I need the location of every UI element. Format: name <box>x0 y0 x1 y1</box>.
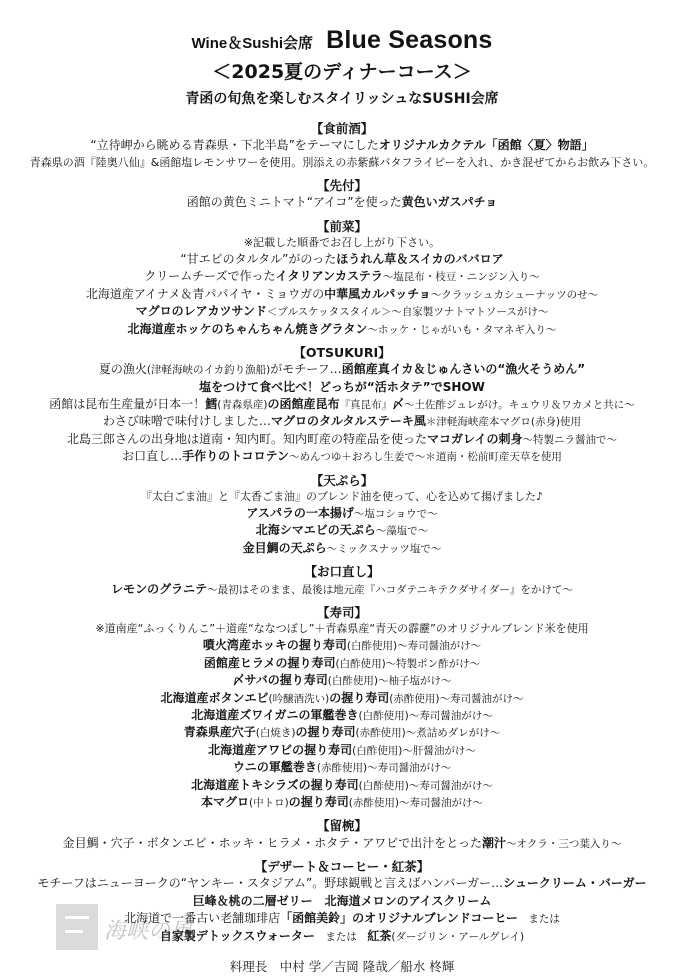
dish-name: 青森県産穴子 <box>183 725 256 740</box>
menu-item-line <box>0 637 684 654</box>
menu-section <box>0 177 684 212</box>
menu-item-line <box>0 777 684 794</box>
menu-item-line <box>0 759 684 776</box>
dish-detail: (白酢使用)～寿司醤油がけ～ <box>358 779 493 792</box>
menu-text: 北島三郎さんの出身地は道南・知内町。知内町産の特産品を使った <box>67 431 428 446</box>
dish-detail: ～塩コショウで～ <box>353 508 438 521</box>
dish-detail: (吟醸酒洗い) <box>268 692 330 705</box>
menu-text: 北海道で一番古い老舗珈琲店 <box>124 911 281 926</box>
section-heading: 【前菜】 <box>316 218 367 234</box>
chef-credits: 料理長 中村 学／吉岡 隆哉／船水 柊輝 <box>229 959 455 975</box>
menu-section <box>0 817 684 852</box>
menu-item-line <box>0 742 684 759</box>
menu-item-line <box>0 910 684 927</box>
menu-item-line <box>0 413 684 430</box>
dish-name: 〆 <box>391 397 404 412</box>
menu-title <box>0 23 684 57</box>
dish-detail: 『真昆布』 <box>339 399 392 412</box>
menu-text: “立待岬から眺める青森県・下北半島”をテーマにした <box>90 138 379 153</box>
dish-detail: ～土佐酢ジュレがけ。キュウリ＆ワカメと共に～ <box>403 399 635 412</box>
dish-detail: (白酢使用)～特製ポン酢がけ～ <box>335 657 481 670</box>
menu-text: 青森県の酒『陸奥八仙』&函館塩レモンサワーを使用。別添えの赤紫蘇バタフライピーを入れ、かき混ぜてからお飲み下さい。 <box>29 155 655 169</box>
section-heading: 【寿司】 <box>316 604 367 620</box>
dish-name: 巨峰＆桃の二層ゼリー 北海道メロンのアイスクリーム <box>192 893 492 908</box>
dish-name: 「函館美鈴」のオリジナルブレンドコーヒー <box>280 911 518 926</box>
note-line <box>0 621 684 637</box>
dish-name: イタリアンカステラ <box>275 269 383 284</box>
course-tagline: 青函の旬魚を楽しむスタイリッシュなSUSHI会席 <box>185 91 499 107</box>
dish-name: マグロのタルタルステーキ風 <box>270 414 426 429</box>
restaurant-brand-name: Blue Seasons <box>326 26 493 54</box>
dish-detail: ～クラッシュカシューナッツのせ～ <box>430 288 599 301</box>
menu-text: 函館の黄色ミニトマト“アイコ”を使った <box>186 195 402 210</box>
dish-name: 黄色いガスパチョ <box>401 195 498 210</box>
section-heading: 【先付】 <box>316 177 367 193</box>
menu-item-line <box>0 707 684 724</box>
dish-name: 潮汁 <box>482 835 507 850</box>
menu-item-line <box>0 794 684 811</box>
note-line <box>0 489 684 505</box>
menu-section <box>0 218 684 338</box>
menu-item-line <box>0 448 684 465</box>
dish-detail: (白酢使用)～寿司醤油がけ～ <box>346 640 482 653</box>
menu-item-line <box>0 540 684 557</box>
menu-item-line <box>0 137 684 154</box>
menu-text: 函館は昆布生産量が日本一！ <box>49 397 206 412</box>
dish-name: 中華風カルパッチョ <box>324 286 431 301</box>
dish-name: 北海道産トキシラズの握り寿司 <box>191 777 359 792</box>
menu-section <box>0 120 684 171</box>
menu-item-line <box>0 724 684 741</box>
dish-name: 北海道産ホッケのちゃんちゃん焼きグラタン <box>127 321 368 336</box>
dish-name: 北海道産ズワイガニの軍艦巻き <box>191 707 359 722</box>
menu-item-line <box>0 361 684 378</box>
dish-name: 北海道産ボタンエビ <box>160 690 269 705</box>
title-prefix: Wine＆Sushi会席 <box>191 35 314 52</box>
menu-text: ※記載した順番でお召し上がり下さい。 <box>243 235 441 249</box>
dish-detail: (ダージリン・アールグレイ) <box>391 930 525 943</box>
section-heading: 【天ぷら】 <box>310 472 374 488</box>
dish-detail: (白酢使用)～肝醤油がけ～ <box>352 744 476 757</box>
dish-detail: または <box>314 930 368 943</box>
menu-item-line <box>0 431 684 448</box>
dish-detail: (青森県産) <box>217 399 268 412</box>
dish-name: 北海道産アワビの握り寿司 <box>208 742 353 757</box>
menu-item-line <box>0 251 684 268</box>
menu-item-line <box>0 655 684 672</box>
dish-name: 函館産真イカ＆じゅんさいの“漁火そうめん” <box>341 362 586 377</box>
dish-name: ほうれん草＆スイカのババロア <box>336 251 504 266</box>
dish-detail: または <box>517 913 560 926</box>
dish-name: オリジナルカクテル「函館〈夏〉物語」 <box>378 138 594 153</box>
logo-lettering: 海峡の風 <box>104 919 193 944</box>
note-line <box>0 155 684 171</box>
dish-name: 函館産ヒラメの握り寿司 <box>203 655 336 670</box>
section-heading: 【食前酒】 <box>310 121 374 136</box>
dish-detail: (赤酢使用)～煮詰めダレがけ～ <box>355 727 501 740</box>
course-title: ＜2025夏のディナーコース＞ <box>212 61 472 83</box>
dish-detail: ～ミックスナッツ塩で～ <box>326 542 442 555</box>
menu-section <box>0 858 684 945</box>
dish-name: レモンのグラニテ <box>111 581 208 596</box>
dish-detail: (白焼き) <box>255 727 296 740</box>
menu-item-line <box>0 268 684 285</box>
menu-text: 『太白ごま油』と『太香ごま油』のブレンド油を使って、心を込めて揚げました♪ <box>140 490 544 504</box>
menu-text: クリームチーズで作った <box>144 269 276 284</box>
menu-text: “甘エビのタルタル”がのった <box>180 251 337 266</box>
menu-item-line <box>0 522 684 539</box>
dish-name: 噴火湾産ホッキの握り寿司 <box>202 638 347 653</box>
dish-detail: ～オクラ・三つ葉入り～ <box>506 837 622 850</box>
dish-name: の握り寿司 <box>295 725 356 740</box>
menu-item-line <box>0 835 684 852</box>
dish-name: 鱈 <box>205 397 218 412</box>
section-heading: 【お口直し】 <box>304 564 380 580</box>
section-heading: 【OTSUKURI】 <box>293 344 391 360</box>
dish-detail: ～塩昆布・枝豆・ニンジン入り～ <box>382 271 540 284</box>
dish-detail: (白酢使用)～寿司醤油がけ～ <box>358 709 493 722</box>
dish-detail: (中トロ) <box>249 796 289 809</box>
dish-detail: ～藻塩で～ <box>375 525 429 538</box>
dish-detail: ＜ブルスケッタスタイル＞～自家製ツナトマトソースがけ～ <box>266 306 549 319</box>
menu-text: お口直し… <box>122 449 183 464</box>
dish-detail: (赤酢使用)～寿司醤油がけ～ <box>348 796 483 809</box>
dish-name: 自家製デトックスウォーター <box>159 928 315 943</box>
section-heading: 【留椀】 <box>316 818 367 834</box>
menu-text: 夏の漁火 <box>98 362 147 377</box>
dish-name: 塩をつけて食べ比べ！どっちが“活ホタテ”でSHOW <box>199 379 485 394</box>
menu-text: 金目鯛・穴子・ボタンエビ・ホッキ・ヒラメ・ホタテ・アワビで出汁をとった <box>62 835 483 850</box>
menu-section <box>0 344 684 466</box>
menu-item-line <box>0 875 684 892</box>
dish-name: 紅茶 <box>367 928 392 943</box>
menu-item-line <box>0 893 684 910</box>
dish-name: 本マグロ <box>201 794 250 809</box>
dish-name: の函館産昆布 <box>267 397 340 412</box>
dish-name: 北海シマエビの天ぷら <box>255 523 376 538</box>
menu-text: ※道南産“ふっくりんこ”＋道産“ななつぼし”＋青森県産“青天の霹靂”のオリジナルブレンド米を使用 <box>95 622 589 636</box>
dish-name: 金目鯛の天ぷら <box>242 540 327 555</box>
dish-detail: ～最初はそのまま、最後は地元産『ハコダテニキテクダサイダー』をかけて～ <box>207 583 573 596</box>
dish-name: ウニの軍艦巻き <box>232 760 317 775</box>
menu-item-line <box>0 690 684 707</box>
menu-section <box>0 472 684 558</box>
menu-item-line <box>0 928 684 945</box>
dish-name: の握り寿司 <box>329 690 390 705</box>
menu-text: モチーフはニューヨークの“ヤンキー・スタジアム”。野球観戦と言えばハンバーガー… <box>37 876 504 891</box>
menu-item-line <box>0 379 684 396</box>
dish-name: の握り寿司 <box>288 794 349 809</box>
dish-name: 手作りのトコロテン <box>182 449 290 464</box>
menu-item-line <box>0 396 684 413</box>
menu-item-line <box>0 321 684 338</box>
menu-sections <box>0 120 684 945</box>
menu-item-line <box>0 581 684 598</box>
dish-detail: ～特製ニラ醤油で～ <box>522 433 617 446</box>
menu-text: がモチーフ… <box>270 362 342 377</box>
menu-text: 北海道産アイナメ＆青パパイヤ・ミョウガの <box>85 286 325 301</box>
menu-item-line <box>0 672 684 689</box>
dish-detail: (白酢使用)～柚子塩がけ～ <box>327 675 452 688</box>
section-heading: 【デザート＆コーヒー・紅茶】 <box>254 859 430 875</box>
menu-item-line <box>0 303 684 320</box>
dish-detail: ～ホッケ・じゃがいも・タマネギ入り～ <box>367 323 557 336</box>
dish-name: マコガレイの刺身 <box>427 431 523 446</box>
dish-detail: ～めんつゆ＋おろし生姜で～＊道南・松前町産天草を使用 <box>289 451 562 464</box>
menu-text: わさび味噌で味付けしました… <box>102 414 271 429</box>
dish-detail: (津軽海峡のイカ釣り漁船) <box>146 364 271 377</box>
dish-name: シュークリーム・バーガー <box>503 876 647 891</box>
dish-name: アスパラの一本揚げ <box>246 506 354 521</box>
menu-section <box>0 563 684 598</box>
menu-item-line <box>0 286 684 303</box>
dish-name: マグロのレアカツサンド <box>135 304 267 319</box>
dish-detail: (赤酢使用)～寿司醤油がけ～ <box>389 692 524 705</box>
dish-name: 〆サバの握り寿司 <box>232 673 328 688</box>
menu-section <box>0 604 684 811</box>
menu-item-line <box>0 194 684 211</box>
note-line <box>0 235 684 251</box>
menu-item-line <box>0 505 684 522</box>
dish-detail: (赤酢使用)～寿司醤油がけ～ <box>316 762 452 775</box>
dish-detail: ＊津軽海峡産本マグロ(赤身)使用 <box>425 416 582 429</box>
